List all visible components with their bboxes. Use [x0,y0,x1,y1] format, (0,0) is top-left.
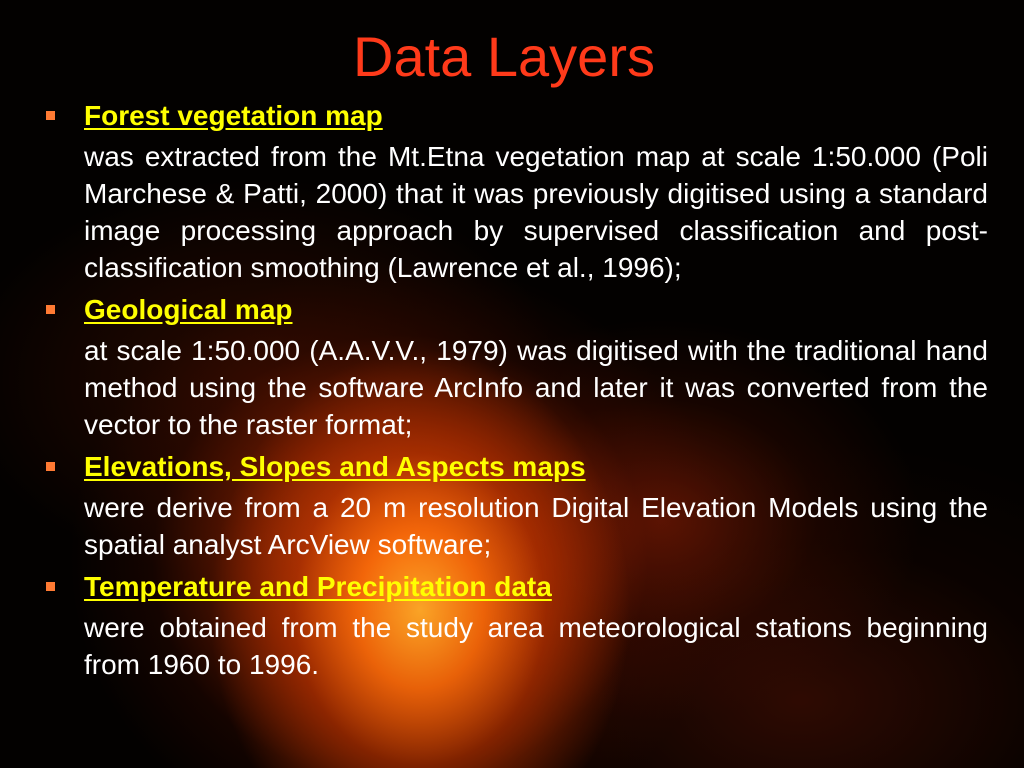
list-item-elevations [46,449,988,563]
item-heading: Geological map [84,294,293,325]
item-description: were obtained from the study area meteorological stations beginning from 1960 to 1996. [84,612,988,680]
square-bullet-icon [46,305,55,314]
item-description: was extracted from the Mt.Etna vegetation map at scale 1:50.000 (Poli Marchese & Patti, 2000) that it was previously digitised using a standard image processing approach by supervised classification and post-classification smoothing (Lawrence et al., 1996); [84,141,988,283]
item-description: at scale 1:50.000 (A.A.V.V., 1979) was digitised with the traditional hand method using the software ArcInfo and later it was converted from the vector to the raster format; [84,335,988,440]
square-bullet-icon [46,111,55,120]
slide-title: Data Layers [353,25,655,88]
square-bullet-icon [46,582,55,591]
item-description: were derive from a 20 m resolution Digital Elevation Models using the spatial analyst ArcView software; [84,492,988,560]
item-heading: Forest vegetation map [84,100,383,131]
list-item-geological-map [46,292,988,443]
item-heading: Elevations, Slopes and Aspects maps [84,451,586,482]
bullet-list [46,98,988,683]
list-item-temperature [46,569,988,683]
list-item-forest-vegetation [46,98,988,286]
item-heading: Temperature and Precipitation data [84,571,552,602]
square-bullet-icon [46,462,55,471]
